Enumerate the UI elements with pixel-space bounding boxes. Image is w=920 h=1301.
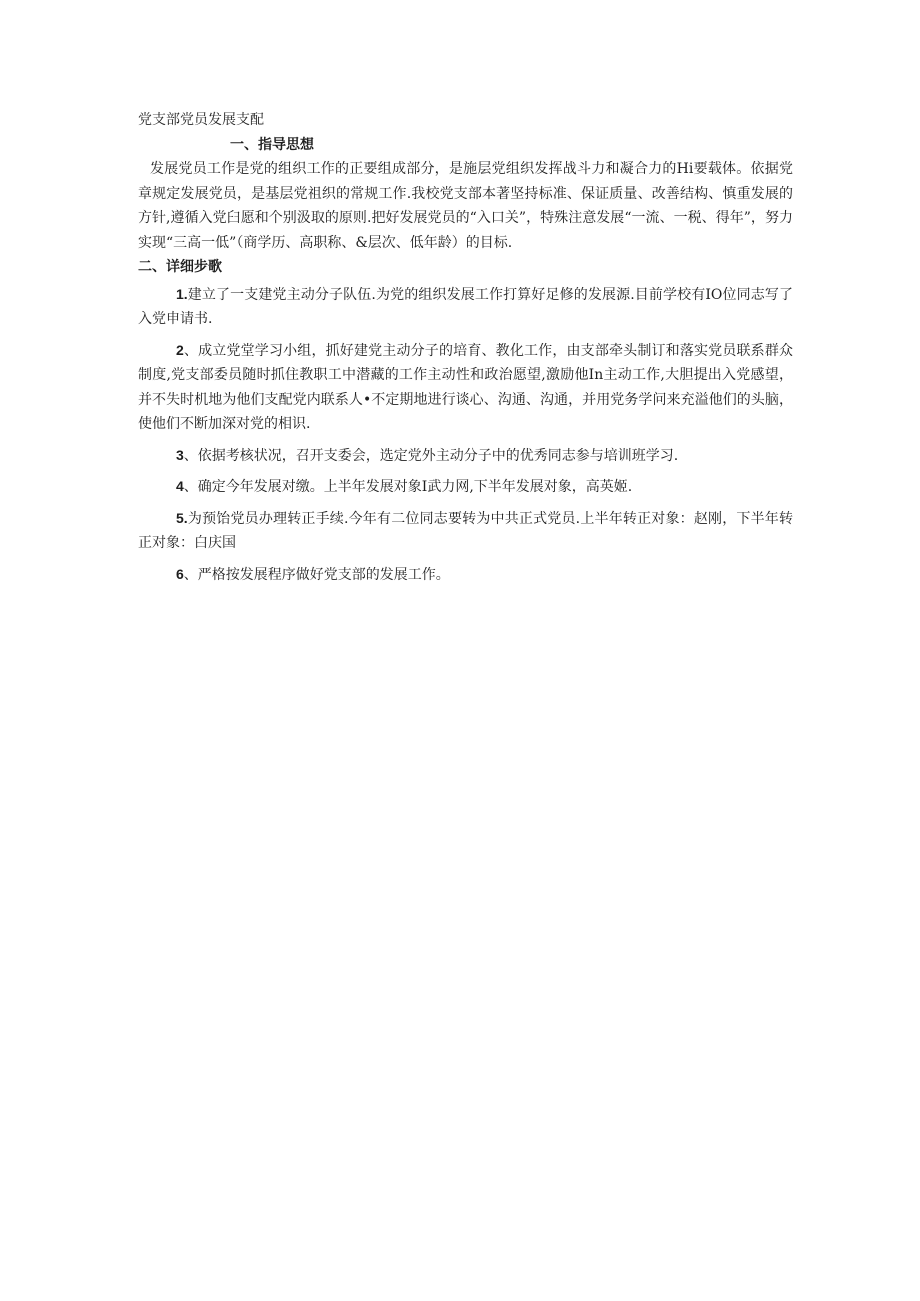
step-item-4 <box>138 474 793 500</box>
section-heading-guiding-ideology: 一、指导思想 <box>230 136 314 153</box>
step-item-3 <box>138 443 793 469</box>
step-text: 、确定今年发展对缴。上半年发展对象I武力网,下半年发展对象，高英姬. <box>183 479 633 495</box>
step-item-1 <box>138 282 793 332</box>
step-number: 2 <box>176 341 184 358</box>
step-item-5 <box>138 506 793 556</box>
section-paragraph-guiding-ideology: 发展党员工作是党的组织工作的正要组成部分，是施层党组织发挥战斗力和凝合力的Hi要载体。依据党章规定发展党员，是基层党祖织的常规工作.我校党支部本著坚持标准、保证质量、改善结构、慎重发展的方针,遵循入党臼愿和个别汲取的原则.把好发展党员的“入口关”，特殊注意发展“一流、一税、得年”，努力实现“三高一低”（商学历、高职称、&层次、低年龄）的目标. <box>138 161 793 251</box>
section-heading-detailed-steps: 二、详细步歌 <box>138 259 222 275</box>
document-body <box>138 108 793 587</box>
step-text: 、依据考核状况，召开支委会，选定党外主动分子中的优秀同志参与培训班学习. <box>183 447 679 464</box>
step-text: 建立了一支建党主动分子队伍.为党的组织发展工作打算好足修的发展源.目前学校有IO位同志写了入党申请书. <box>138 286 793 327</box>
step-item-6 <box>138 562 793 588</box>
step-number: 6 <box>176 565 184 582</box>
step-item-2 <box>138 338 793 437</box>
step-text: 、严格按发展程序做好党支部的发展工作。 <box>183 566 450 583</box>
step-number: 3 <box>176 446 184 463</box>
step-number: 5. <box>176 509 188 526</box>
step-number: 1. <box>176 285 188 302</box>
step-text: 、成立党堂学习小组，抓好建党主动分子的培育、教化工作，由支部牵头制订和落实党员联系群众制度,党支部委员随时抓住教职工中潜藏的工作主动性和政治愿望,激励他In主动工作,大胆提出入党感望，并不失时机地为他们支配党内联系人•不定期地进行谈心、沟通、沟通，并用党务学问来充溢他们的头脑，使他们不断加深对党的相识. <box>138 342 793 432</box>
document-title: 党支部党员发展支配 <box>138 112 264 128</box>
step-text: 为预饴党员办理转正手续.今年有二位同志要转为中共正式党员.上半年转正对象：赵刚，下半年转正对象：白庆国 <box>138 510 793 551</box>
step-number: 4 <box>176 478 184 494</box>
